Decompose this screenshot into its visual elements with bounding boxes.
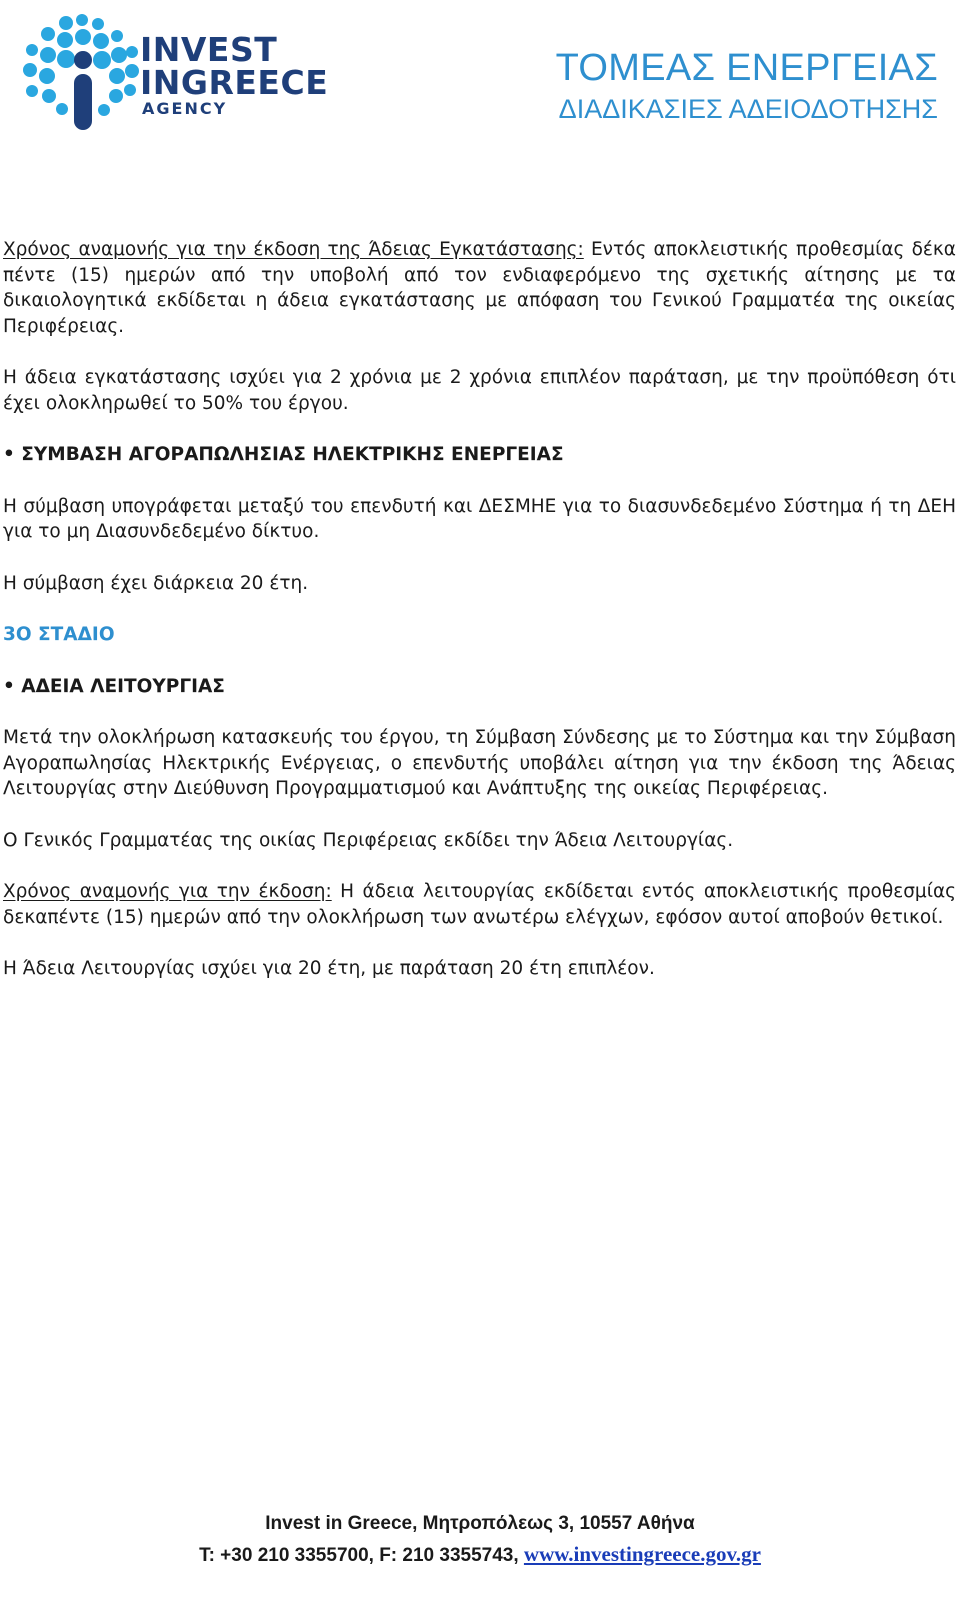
stage-3-heading: 3Ο ΣΤΑΔΙΟ [3, 624, 115, 645]
contract-parties-paragraph: Η σύμβαση υπογράφεται μεταξύ του επενδυτή και ΔΕΣΜΗΕ για το διασυνδεδεμένο Σύστημα ή τη ΔΕΗ για το μη Διασυνδεδεμένο δίκτυο. [3, 495, 956, 542]
document-body [3, 237, 956, 982]
contract-duration-paragraph: Η σύμβαση έχει διάρκεια 20 έτη. [3, 572, 309, 594]
installation-waiting-time-paragraph [3, 237, 956, 339]
installation-license-validity-paragraph: Η άδεια εγκατάστασης ισχύει για 2 χρόνια με 2 χρόνια επιπλέον παράταση, με την προϋπόθεση ότι έχει ολοκληρωθεί το 50% του έργου. [3, 367, 956, 414]
operating-license-heading: • ΑΔΕΙΑ ΛΕΙΤΟΥΡΓΙΑΣ [3, 675, 225, 697]
footer-address: Invest in Greece, Μητροπόλεως 3, 10557 Αθήνα [265, 1513, 695, 1534]
page-subtitle: ΔΙΑΔΙΚΑΣΙΕΣ ΑΔΕΙΟΔΟΤΗΣΗΣ [558, 94, 938, 124]
power-purchase-agreement-heading: • ΣΥΜΒΑΣΗ ΑΓΟΡΑΠΩΛΗΣΙΑΣ ΗΛΕΚΤΡΙΚΗΣ ΕΝΕΡΓΕΙΑΣ [3, 444, 564, 465]
footer-phones: T: +30 210 3355700, F: 210 3355743, [199, 1545, 524, 1566]
operating-license-application-paragraph: Μετά την ολοκλήρωση κατασκευής του έργου, τη Σύμβαση Σύνδεσης με το Σύστημα και την Σύμβαση Αγοραπωλησίας Ηλεκτρικής Ενέργειας, ο επενδυτής υποβάλει αίτηση για την έκδοση της Άδειας Λειτουργίας στην Διεύθυνση Προγραμματισμού και Ανάπτυξης της οικείας Περιφέρειας. [3, 727, 956, 799]
operating-waiting-time-paragraph [3, 879, 956, 930]
logo-line-ingreece: INGREECE [140, 63, 329, 102]
installation-waiting-time-label: Χρόνος αναμονής για την έκδοση της Άδειας Εγκατάστασης: [3, 239, 584, 260]
header-titles [556, 44, 938, 126]
operating-license-validity-paragraph: Η Άδεια Λειτουργίας ισχύει για 20 έτη, με παράταση 20 έτη επιπλέον. [3, 958, 655, 979]
logo-line-invest: INVEST [140, 30, 278, 69]
page-footer [0, 1509, 960, 1571]
footer-website-link[interactable]: www.investingreece.gov.gr [523, 1542, 761, 1566]
logo-line-agency: AGENCY [142, 99, 228, 118]
page-title: ΤΟΜΕΑΣ ΕΝΕΡΓΕΙΑΣ [555, 47, 938, 89]
installation-waiting-time-text: Εντός αποκλειστικής προθεσμίας δέκα πέντε (15) ημερών από την υποβολή από τον ενδιαφερόμενο της σχετικής αίτησης με τα δικαιολογητικά εκδίδεται η άδεια εγκατάστασης με απόφαση του Γενικού Γραμματέα της οικείας Περιφέρειας. [3, 239, 956, 337]
operating-waiting-time-text: Η άδεια λειτουργίας εκδίδεται εντός αποκλειστικής προθεσμίας δεκαπέντε (15) ημερών από την ολοκλήρωση των ανωτέρω ελέγχων, εφόσον αυτοί αποβούν θετικοί. [3, 881, 957, 928]
footer-contact [0, 1539, 960, 1571]
operating-license-issuer-paragraph: Ο Γενικός Γραμματέας της οικίας Περιφέρειας εκδίδει την Άδεια Λειτουργίας. [3, 829, 734, 851]
invest-in-greece-logo [18, 14, 338, 136]
operating-waiting-time-label: Χρόνος αναμονής για την έκδοση: [3, 881, 332, 902]
logo-text [140, 30, 329, 118]
